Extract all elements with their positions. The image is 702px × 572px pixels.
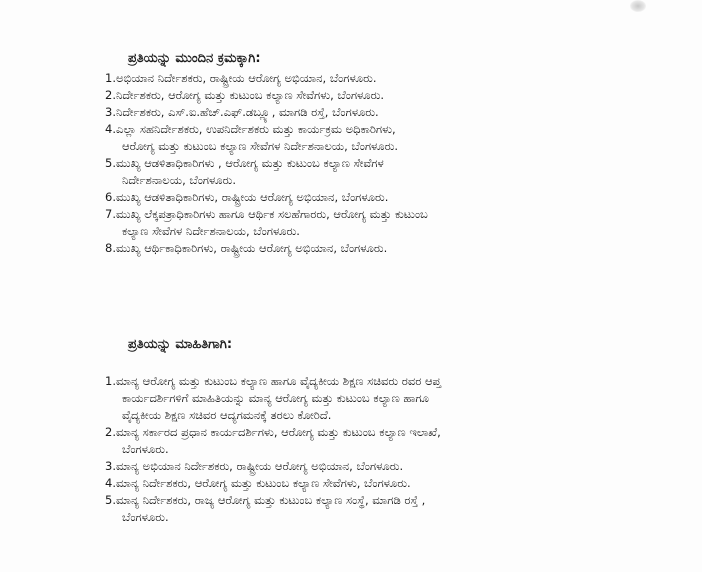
item-line: ಅಭಿಯಾನ ನಿರ್ದೇಶಕರು, ರಾಷ್ಟ್ರೀಯ ಆರೋಗ್ಯ ಅಭಿಯಾನ, ಬೆಂಗಳೂರು. bbox=[116, 71, 377, 85]
item-number: 5. bbox=[105, 493, 116, 507]
item-line: ಕಲ್ಯಾಣ ಸೇವೆಗಳ ನಿರ್ದೇಶನಾಲಯ, ಬೆಂಗಳೂರು. bbox=[122, 224, 300, 238]
item-number: 8. bbox=[105, 241, 116, 255]
item-number: 3. bbox=[105, 105, 116, 119]
item-line: ನಿರ್ದೇಶಕರು, ಎಸ್.ಐ.ಹೆಚ್.ಎಫ್.ಡಬ್ಲ್ಯೂ, ಮಾಗಡಿ ರಸ್ತೆ, ಬೆಂಗಳೂರು. bbox=[116, 105, 379, 119]
item-line: ಬೆಂಗಳೂರು. bbox=[122, 442, 169, 456]
item-line: ಮಾನ್ಯ ಅಭಿಯಾನ ನಿರ್ದೇಶಕರು, ರಾಷ್ಟ್ರೀಯ ಆರೋಗ್ಯ ಅಭಿಯಾನ, ಬೆಂಗಳೂರು. bbox=[116, 459, 404, 473]
item-number: 3. bbox=[105, 459, 116, 473]
list-item bbox=[105, 458, 441, 475]
item-number: 4. bbox=[105, 122, 116, 136]
scan-smudge bbox=[630, 0, 646, 12]
item-line: ಮಾನ್ಯ ಆರೋಗ್ಯ ಮತ್ತು ಕುಟುಂಬ ಕಲ್ಯಾಣ ಹಾಗೂ ವೈದ್ಯಕೀಯ ಶಿಕ್ಷಣ ಸಚಿವರು ರವರ ಆಪ್ತ bbox=[116, 374, 441, 388]
list-item bbox=[105, 155, 428, 189]
list-item bbox=[105, 70, 428, 87]
item-line: ಎಲ್ಲಾ ಸಹನಿರ್ದೇಶಕರು, ಉಪನಿರ್ದೇಶಕರು ಮತ್ತು ಕಾರ್ಯಕ್ರಮ ಅಧಿಕಾರಿಗಳು, bbox=[116, 122, 396, 136]
item-number: 1. bbox=[105, 374, 116, 388]
recipient-list bbox=[105, 70, 428, 257]
item-line: ಮುಖ್ಯ ಲೆಕ್ಕಪತ್ರಾಧಿಕಾರಿಗಳು ಹಾಗೂ ಆರ್ಥಿಕ ಸಲಹೆಗಾರರು, ಆರೋಗ್ಯ ಮತ್ತು ಕುಟುಂಬ bbox=[116, 207, 428, 221]
item-line: ಮಾನ್ಯ ನಿರ್ದೇಶಕರು, ಆರೋಗ್ಯ ಮತ್ತು ಕುಟುಂಬ ಕಲ್ಯಾಣ ಸೇವೆಗಳು, ಬೆಂಗಳೂರು. bbox=[116, 476, 411, 490]
section-heading: ಪ್ರತಿಯನ್ನು ಮಾಹಿತಿಗಾಗಿ: bbox=[128, 337, 233, 352]
item-number: 7. bbox=[105, 207, 116, 221]
list-item bbox=[105, 240, 428, 257]
section-heading: ಪ್ರತಿಯನ್ನು ಮುಂದಿನ ಕ್ರಮಕ್ಕಾಗಿ: bbox=[128, 51, 261, 66]
item-number: 1. bbox=[105, 71, 116, 85]
item-number: 2. bbox=[105, 88, 116, 102]
item-number: 5. bbox=[105, 156, 116, 170]
list-item bbox=[105, 424, 441, 458]
item-line: ವೈದ್ಯಕೀಯ ಶಿಕ್ಷಣ ಸಚಿವರ ಆದ್ಯಗಮನಕ್ಕೆ ತರಲು ಕೋರಿದೆ. bbox=[122, 408, 332, 422]
item-number: 2. bbox=[105, 425, 116, 439]
item-line: ಆರೋಗ್ಯ ಮತ್ತು ಕುಟುಂಬ ಕಲ್ಯಾಣ ಸೇವೆಗಳ ನಿರ್ದೇಶನಾಲಯ, ಬೆಂಗಳೂರು. bbox=[122, 139, 399, 153]
recipient-list bbox=[105, 373, 441, 526]
item-line: ಬೆಂಗಳೂರು. bbox=[122, 510, 169, 524]
list-item bbox=[105, 87, 428, 104]
list-item bbox=[105, 475, 441, 492]
item-line: ನಿರ್ದೇಶನಾಲಯ, ಬೆಂಗಳೂರು. bbox=[122, 173, 236, 187]
item-number: 6. bbox=[105, 190, 116, 204]
item-line: ಮುಖ್ಯ ಆಡಳಿತಾಧಿಕಾರಿಗಳು, ರಾಷ್ಟ್ರೀಯ ಆರೋಗ್ಯ ಅಭಿಯಾನ, ಬೆಂಗಳೂರು. bbox=[116, 190, 389, 204]
item-number: 4. bbox=[105, 476, 116, 490]
list-item bbox=[105, 121, 428, 155]
item-line: ಕಾರ್ಯದರ್ಶಿಗಳಿಗೆ ಮಾಹಿತಿಯನ್ನು ಮಾನ್ಯ ಆರೋಗ್ಯ ಮತ್ತು ಕುಟುಂಬ ಕಲ್ಯಾಣ ಹಾಗೂ bbox=[122, 391, 429, 405]
item-line: ಮಾನ್ಯ ನಿರ್ದೇಶಕರು, ರಾಜ್ಯ ಆರೋಗ್ಯ ಮತ್ತು ಕುಟುಂಬ ಕಲ್ಯಾಣ ಸಂಸ್ಥೆ, ಮಾಗಡಿ ರಸ್ತೆ , bbox=[116, 493, 426, 507]
item-line: ಮುಖ್ಯ ಆಡಳಿತಾಧಿಕಾರಿಗಳು , ಆರೋಗ್ಯ ಮತ್ತು ಕುಟುಂಬ ಕಲ್ಯಾಣ ಸೇವೆಗಳ bbox=[116, 156, 384, 170]
item-line: ಮುಖ್ಯ ಆರ್ಥಿಕಾಧಿಕಾರಿಗಳು, ರಾಷ್ಟ್ರೀಯ ಆರೋಗ್ಯ ಅಭಿಯಾನ, ಬೆಂಗಳೂರು. bbox=[116, 241, 388, 255]
list-item bbox=[105, 104, 428, 121]
item-line: ನಿರ್ದೇಶಕರು, ಆರೋಗ್ಯ ಮತ್ತು ಕುಟುಂಬ ಕಲ್ಯಾಣ ಸೇವೆಗಳು, ಬೆಂಗಳೂರು. bbox=[116, 88, 385, 102]
list-item bbox=[105, 492, 441, 526]
item-line: ಮಾನ್ಯ ಸರ್ಕಾರದ ಪ್ರಧಾನ ಕಾರ್ಯದರ್ಶಿಗಳು, ಆರೋಗ್ಯ ಮತ್ತು ಕುಟುಂಬ ಕಲ್ಯಾಣ ಇಲಾಖೆ, bbox=[116, 425, 441, 439]
list-item bbox=[105, 206, 428, 240]
list-item bbox=[105, 373, 441, 424]
list-item bbox=[105, 189, 428, 206]
